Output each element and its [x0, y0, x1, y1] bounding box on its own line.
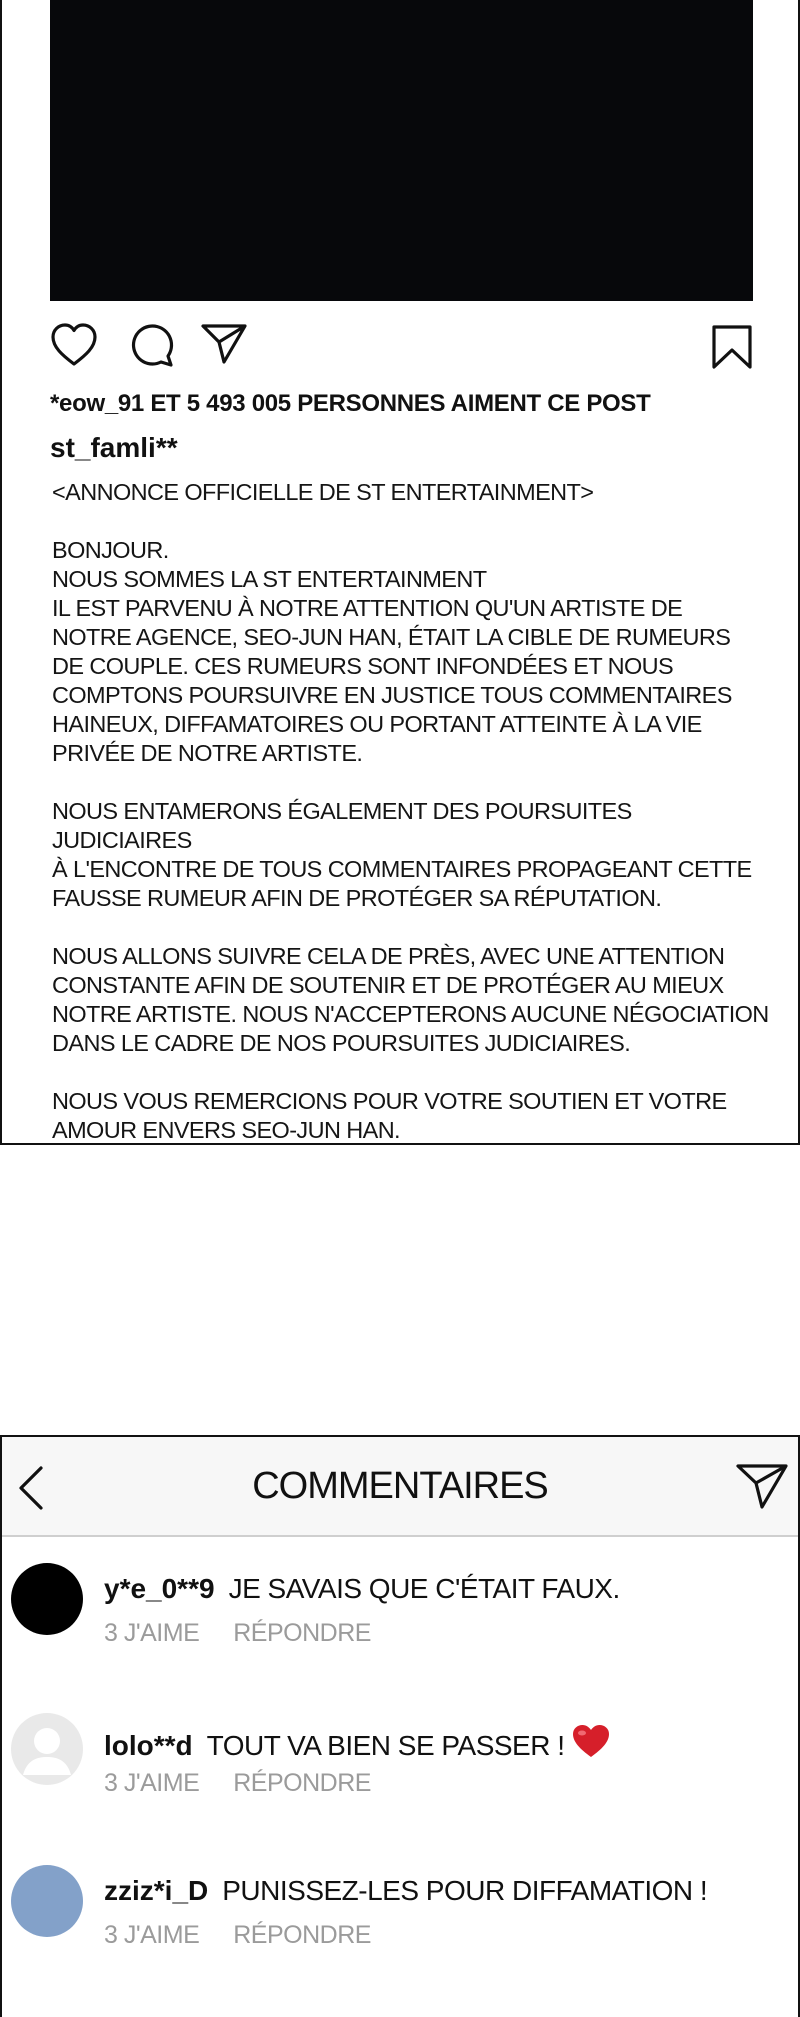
caption-paragraph: NOUS ENTAMERONS ÉGALEMENT DES POURSUITES JUDICIAIRES À L'ENCONTRE DE TOUS COMMENTAIRES PROPAGEANT CETTE FAUSSE RUMEUR AFIN DE PROTÉGER SA RÉPUTATION.: [52, 798, 752, 911]
like-icon[interactable]: [50, 322, 98, 373]
post-author[interactable]: st_famli**: [50, 432, 178, 463]
comment-username[interactable]: lolo**d: [104, 1730, 193, 1761]
comment-username[interactable]: zziz*i_D: [104, 1875, 209, 1906]
comment-line: [104, 1573, 620, 1605]
post-caption: [52, 478, 772, 1145]
comment-line: [104, 1875, 707, 1907]
post-image[interactable]: [50, 0, 753, 301]
comment-likes[interactable]: 3 J'AIME: [104, 1619, 200, 1647]
red-heart-emoji-icon: [571, 1723, 611, 1766]
reply-button[interactable]: RÉPONDRE: [233, 1619, 371, 1647]
reply-button[interactable]: RÉPONDRE: [233, 1769, 371, 1797]
comment-text: PUNISSEZ-LES POUR DIFFAMATION !: [222, 1875, 708, 1906]
comment-text: JE SAVAIS QUE C'ÉTAIT FAUX.: [228, 1573, 620, 1604]
avatar[interactable]: [11, 1865, 83, 1937]
comment-line: [104, 1723, 611, 1766]
comment-meta: [104, 1619, 371, 1648]
caption-paragraph: NOUS VOUS REMERCIONS POUR VOTRE SOUTIEN ET VOTRE AMOUR ENVERS SEO-JUN HAN.: [52, 1088, 727, 1143]
post-action-bar: [50, 322, 753, 372]
comments-title: COMMENTAIRES: [252, 1465, 548, 1507]
comments-header: [2, 1437, 798, 1537]
caption-paragraph: NOUS ALLONS SUIVRE CELA DE PRÈS, AVEC UNE ATTENTION CONSTANTE AFIN DE SOUTENIR ET DE PROTÉGER AU MIEUX NOTRE ARTISTE. NOUS N'ACCEPTERONS AUCUNE NÉGOCIATION DANS LE CADRE DE NOS POURSUITES JUDICIAIRES.: [52, 943, 769, 1056]
comment-icon[interactable]: [128, 322, 174, 373]
comment-likes[interactable]: 3 J'AIME: [104, 1921, 200, 1949]
comment-item: [2, 1865, 798, 1975]
comment-likes[interactable]: 3 J'AIME: [104, 1769, 200, 1797]
caption-heading: <ANNONCE OFFICIELLE DE ST ENTERTAINMENT>: [52, 479, 594, 505]
avatar[interactable]: [11, 1563, 83, 1635]
caption-paragraph: BONJOUR. NOUS SOMMES LA ST ENTERTAINMENT IL EST PARVENU À NOTRE ATTENTION QU'UN ARTISTE DE NOTRE AGENCE, SEO-JUN HAN, ÉTAIT LA CIBLE DE RUMEURS DE COUPLE. CES RUMEURS SONT INFONDÉES ET NOUS COMPTONS POURSUIVRE EN JUSTICE TOUS COMMENTAIRES HAINEUX, DIFFAMATOIRES OU PORTANT ATTEINTE À LA VIE PRIVÉE DE NOTRE ARTISTE.: [52, 537, 732, 766]
comment-item: [2, 1563, 798, 1673]
share-icon[interactable]: [200, 322, 248, 371]
reply-button[interactable]: RÉPONDRE: [233, 1921, 371, 1949]
comment-meta: [104, 1921, 371, 1950]
likes-count[interactable]: *eow_91 ET 5 493 005 PERSONNES AIMENT CE POST: [50, 390, 651, 417]
comment-text: TOUT VA BIEN SE PASSER !: [206, 1730, 565, 1761]
default-avatar-icon[interactable]: [11, 1713, 83, 1785]
bookmark-icon[interactable]: [711, 324, 753, 375]
comment-username[interactable]: y*e_0**9: [104, 1573, 215, 1604]
send-icon[interactable]: [735, 1461, 789, 1516]
comment-item: [2, 1713, 798, 1823]
comments-panel: [0, 1435, 800, 2017]
comment-meta: [104, 1769, 371, 1798]
